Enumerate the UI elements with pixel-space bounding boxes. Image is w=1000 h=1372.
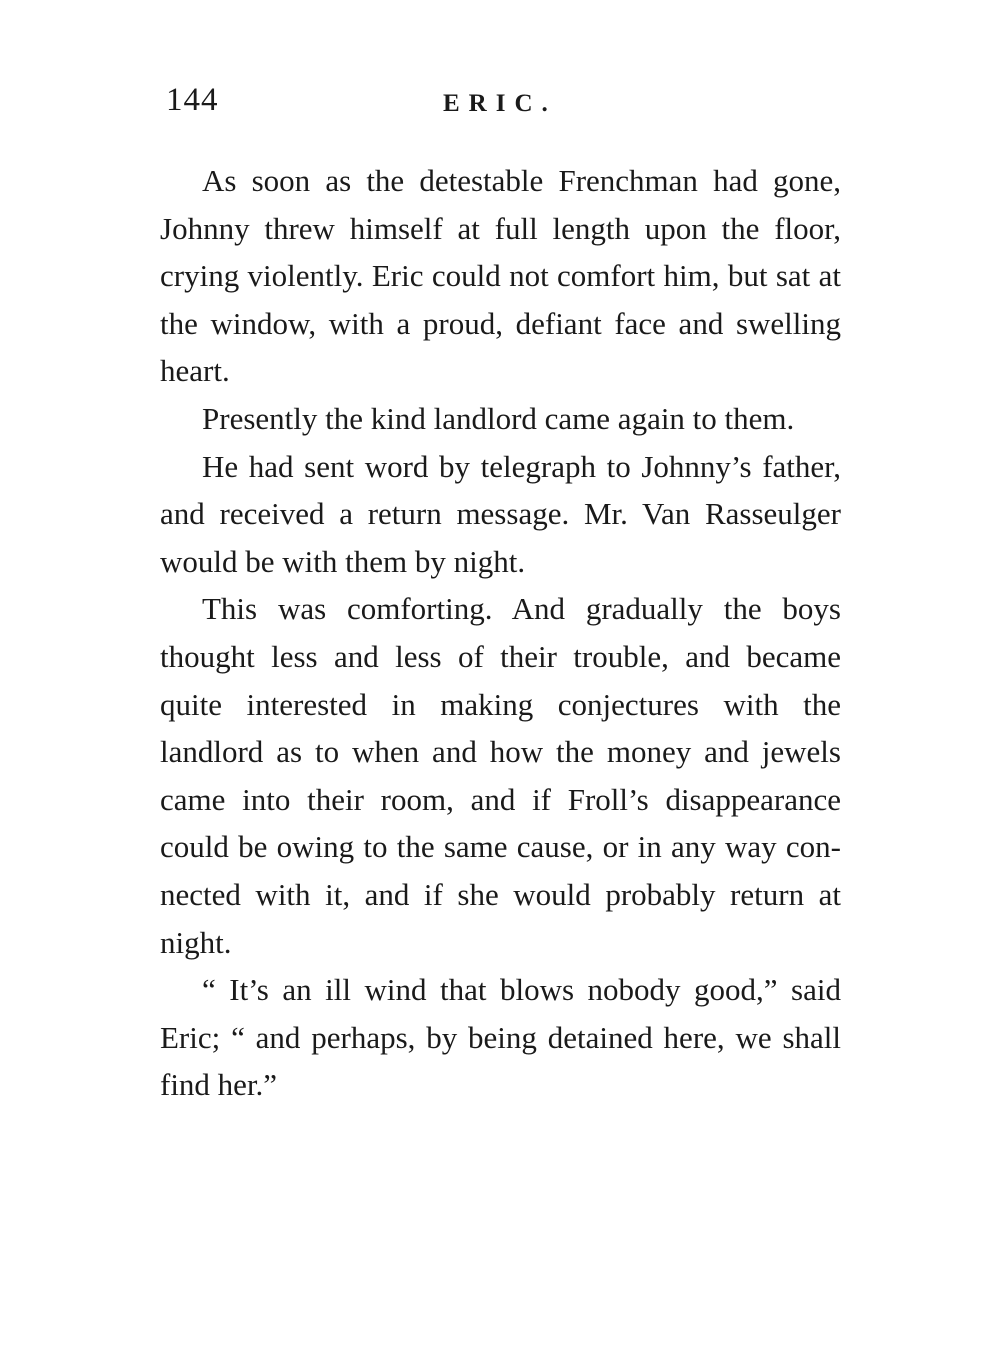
running-head	[160, 82, 840, 126]
paragraph-frenchman-gone: As soon as the detestable Frenchman had gone, Johnny threw himself at full length upon the floor, crying violently. Eric could not comfort him, but sat at the window, with a proud, defiant face and swelling heart.	[160, 163, 841, 389]
page-number: 144	[166, 82, 219, 118]
running-title: ERIC.	[443, 90, 557, 117]
paragraph-eric-quote: “ It’s an ill wind that blows nobody good,” said Eric; “ and perhaps, by being detained here, we shall find her.”	[160, 972, 841, 1103]
paragraph-telegraph: He had sent word by telegraph to Johnny’s father, and received a return message. Mr. Van Rasseulger would be with them by night.	[160, 448, 841, 579]
paragraph-landlord-returns: Presently the kind landlord came again to them.	[202, 400, 795, 436]
body-text	[160, 157, 841, 1109]
paragraph-conjectures: This was comforting. And gradually the boys thought less and less of their trouble, and became quite interested in making conjectures with the landlord as to when and how the money and jewels came into their room, and if Froll’s disappearance could be owing to the same cause, or in any way connected with it, and if she would probably return at night.	[160, 591, 841, 960]
